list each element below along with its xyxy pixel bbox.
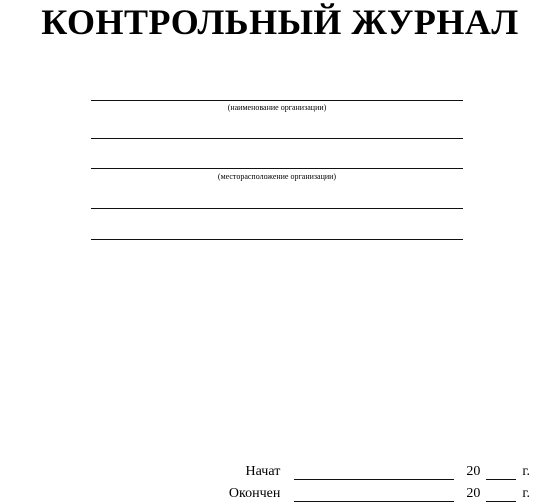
organization-location-caption: (месторасположение организации) [217,172,337,181]
organization-name-caption: (наименование организации) [227,103,327,112]
organization-location-line-3 [91,239,463,240]
started-year-suffix: г. [522,464,530,479]
started-date-blank [294,466,454,480]
finished-year-suffix: г. [522,486,530,501]
started-date-row [246,464,530,480]
organization-name-line-2 [91,138,463,139]
finished-date-row [229,486,530,502]
finished-century-prefix: 20 [466,486,481,501]
started-label: Начат [245,464,281,479]
finished-year-blank [486,488,516,502]
journal-title: КОНТРОЛЬНЫЙ ЖУРНАЛ [41,2,519,42]
started-year-blank [486,466,516,480]
organization-name-line [91,100,463,101]
finished-label: Окончен [228,486,281,501]
organization-location-line-2 [91,208,463,209]
finished-date-blank [294,488,454,502]
started-century-prefix: 20 [466,464,481,479]
organization-location-line [91,168,463,169]
